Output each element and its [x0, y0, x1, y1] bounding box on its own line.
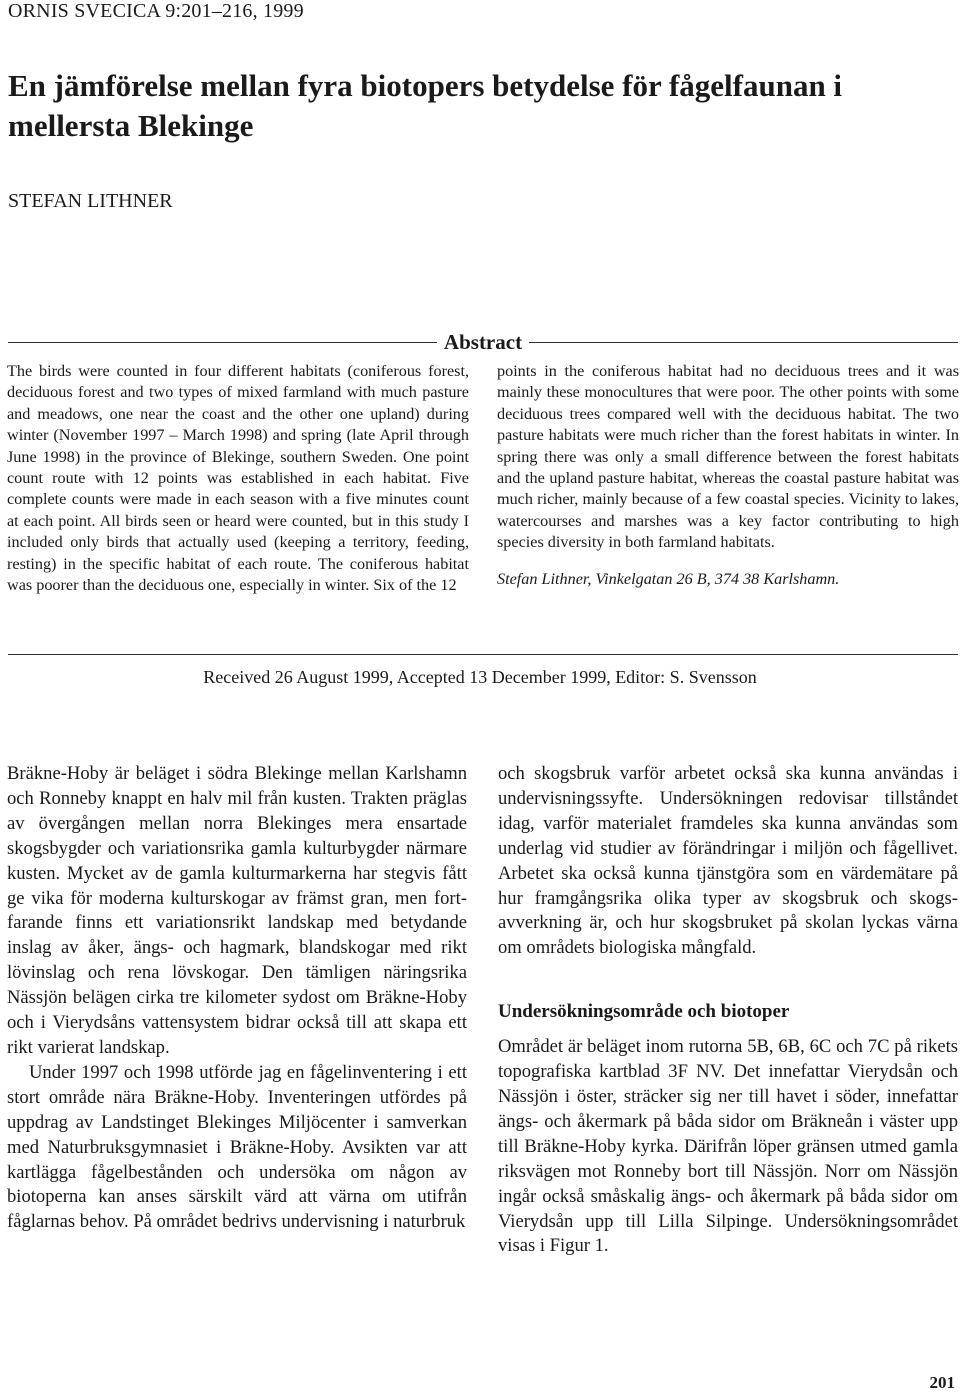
body-paragraph: Under 1997 och 1998 utförde jag en fågelinventering i ett stort område nära Bräkne-Hoby. Inventeringen utfördes på uppdrag av Landstinget Blekinges Miljöcenter i samverkan med Naturbruksgymnasiet i Bräkne-Hoby. Avsikten var att kartlägga fågelbestånden och undersöka om någon av biotoperna kan anses särskilt värd att värna om utifrån fåglarnas behov. På området bedrivs undervisning i naturbruk [7, 1061, 467, 1233]
body-paragraph: Området är beläget inom rutorna 5B, 6B, 6C och 7C på rikets topografiska kartblad 3F NV. Det innefattar Vierydsån och Nässjön i öster, sträcker sig ner till havet i söder, innefattar ängs- och åkermark på båda sidor om Bräkneån i väster upp till Bräkne-Hoby kyrka. Därifrån löper gränsen utmed gamla riksvägen mot Ronneby bort till Nässjön. Norr om Nässjön ingår också småskalig ängs- och åkermark på båda sidor om Vierydsån upp till Lilla Silpinge. Undersökningsområdet visas i Figur 1. [498, 1036, 958, 1257]
body-left-column [7, 762, 467, 1235]
body-right-column [498, 762, 958, 1259]
abstract-rule-right [529, 342, 958, 343]
abstract-right-column [497, 361, 959, 590]
abstract-rule-left [8, 342, 437, 343]
abstract-bottom-rule [8, 654, 958, 655]
abstract-heading: Abstract [443, 329, 523, 354]
body-paragraph: och skogsbruk varför arbetet också ska kunna användas i undervisningssyfte. Undersökningen redovisar tillståndet idag, varför materialet framdeles ska kunna användas som underlag vid studier av förändringar i miljön och fågellivet. Arbetet ska också kunna tjänstgöra som en värdemätare på hur framgångsrika olika typer av skogsbruk och skogsavverkning är, och hur skogsbruket på skolan lyckas värna om områdets biologiska mångfald. [498, 763, 958, 959]
abstract-header [8, 328, 958, 356]
received-line: Received 26 August 1999, Accepted 13 December 1999, Editor: S. Svensson [203, 667, 757, 687]
article-title: En jämförelse mellan fyra biotopers betydelse för fågelfaunan i mellersta Blekinge [8, 68, 843, 143]
page-number: 201 [929, 1373, 955, 1392]
abstract-left-column: The birds were counted in four different habitats (coniferous forest, deciduous forest and two types of mixed farmland with much pasture and meadows, one near the coast and the other one upland) during winter (November 1997 – March 1998) and spring (late April through June 1998) in the province of Blekinge, southern Sweden. One point count route with 12 points was established in each habitat. Five complete counts were made in each season with a five minutes count at each point. All birds seen or heard were counted, but in this study I included only birds that actually used (keeping a territory, feeding, resting) in the specific habitat of each route. The coniferous habitat was poorer than the deciduous one, especially in winter. Six of the 12 [7, 362, 469, 595]
journal-citation: ORNIS SVECICA 9:201–216, 1999 [8, 0, 304, 22]
author-name: STEFAN LITHNER [8, 190, 173, 212]
author-address: Stefan Lithner, Vinkelgatan 26 B, 374 38 Karlshamn. [497, 569, 840, 588]
section-heading: Undersökningsområde och biotoper [498, 1001, 790, 1023]
abstract-right-text: points in the coniferous habitat had no deciduous trees and it was mainly these monocultures that were poor. The other points with some deciduous trees compared well with the deciduous habitat. The two pasture habitats were much richer than the forest habitats in winter. In spring there was only a small difference between the forest habitats and the upland pasture habitat, whereas the coastal pasture habitat was much richer, mainly because of a few coastal species. Vicinity to lakes, watercourses and marshes was a key factor contributing to high species diversity in both farmland habitats. [497, 362, 959, 552]
body-paragraph: Bräkne-Hoby är beläget i södra Blekinge mellan Karlshamn och Ronneby knappt en halv mil från kusten. Trakten präglas av övergången mellan norra Blekinges mera ensartade skogsbygder och variationsrika gamla kulturbygder närmare kusten. Mycket av de gamla kulturmarkerna har stegvis fått ge vika för moderna kulturskogar av främst gran, men fortfarande finns ett variationsrikt landskap med betydande inslag av åker, ängs- och hagmark, blandskogar med rikt lövinslag och rena lövskogar. Den tämligen näringsrika Nässjön belägen cirka tre kilometer sydost om Bräkne-Hoby och i Vierydsåns vattensystem bidrar också till att skapa ett rikt varierat landskap. [7, 763, 467, 1058]
